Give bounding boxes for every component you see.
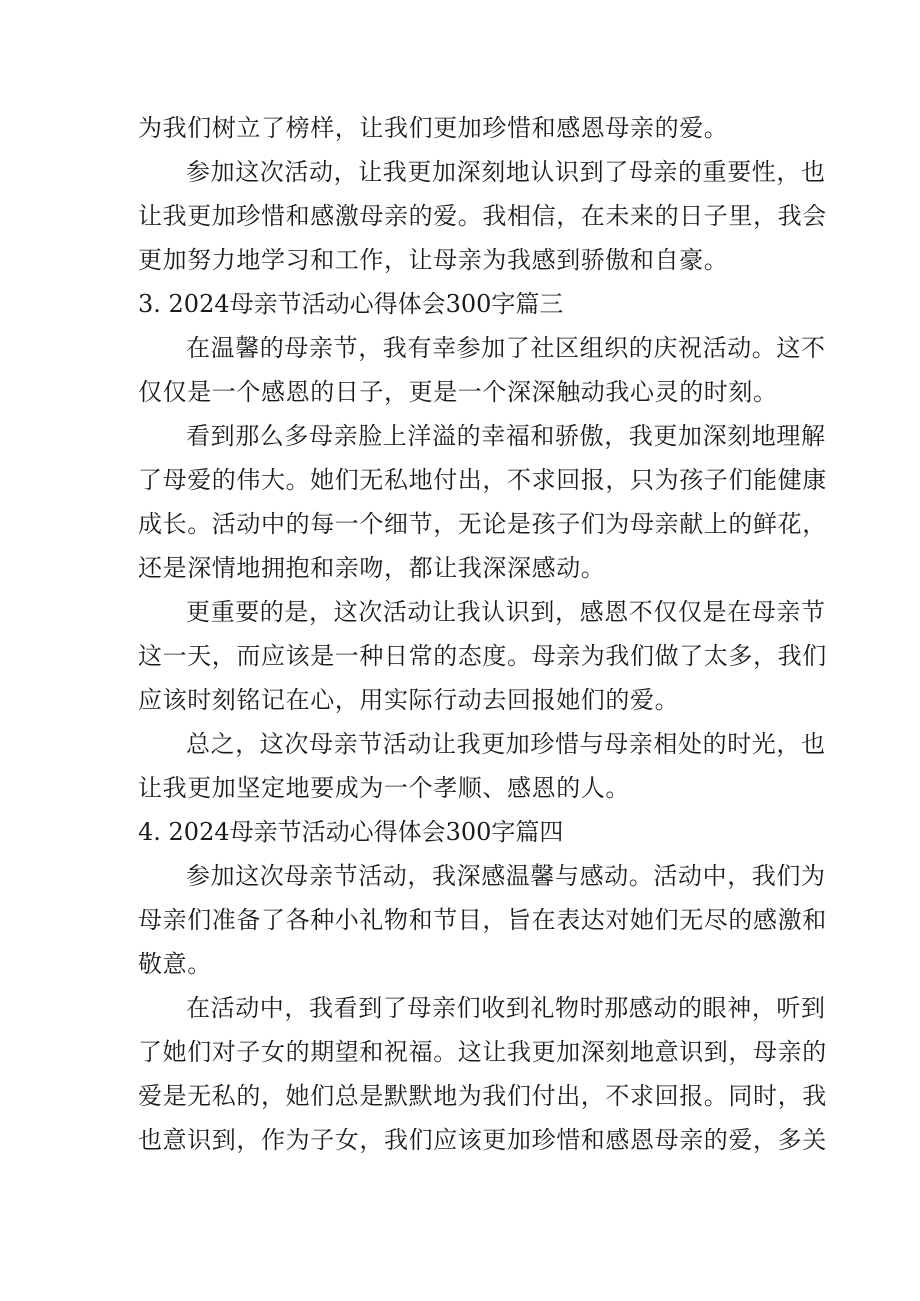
text-line: 这一天，而应该是一种日常的态度。母亲为我们做了太多，我们 <box>138 642 827 670</box>
paragraph-first-line: 参加这次母亲节活动，我深感温馨与感动。活动中，我们为 <box>186 862 826 890</box>
text-line: 为我们树立了榜样，让我们更加珍惜和感恩母亲的爱。 <box>138 114 729 142</box>
paragraph-first-line: 参加这次活动，让我更加深刻地认识到了母亲的重要性，也 <box>186 158 826 186</box>
text-line: 让我更加珍惜和感激母亲的爱。我相信，在未来的日子里，我会 <box>138 202 827 230</box>
text-line: 成长。活动中的每一个细节，无论是孩子们为母亲献上的鲜花， <box>138 510 827 538</box>
text-line: 也意识到，作为子女，我们应该更加珍惜和感恩母亲的爱，多关 <box>138 1126 827 1154</box>
text-line: 敬意。 <box>138 950 212 978</box>
text-line: 让我更加坚定地要成为一个孝顺、感恩的人。 <box>138 774 630 802</box>
paragraph-first-line: 看到那么多母亲脸上洋溢的幸福和骄傲，我更加深刻地理解 <box>186 422 826 450</box>
text-line: 爱是无私的，她们总是默默地为我们付出，不求回报。同时，我 <box>138 1082 827 1110</box>
text-line: 仅仅是一个感恩的日子，更是一个深深触动我心灵的时刻。 <box>138 378 778 406</box>
text-line: 母亲们准备了各种小礼物和节目，旨在表达对她们无尽的感激和 <box>138 906 827 934</box>
text-line: 了她们对子女的期望和祝福。这让我更加深刻地意识到，母亲的 <box>138 1038 827 1066</box>
text-line: 还是深情地拥抱和亲吻，都让我深深感动。 <box>138 554 606 582</box>
paragraph-first-line: 更重要的是，这次活动让我认识到，感恩不仅仅是在母亲节 <box>186 598 826 626</box>
paragraph-first-line: 在活动中，我看到了母亲们收到礼物时那感动的眼神，听到 <box>186 994 826 1022</box>
text-line: 了母爱的伟大。她们无私地付出，不求回报，只为孩子们能健康 <box>138 466 827 494</box>
text-line: 应该时刻铭记在心，用实际行动去回报她们的爱。 <box>138 686 680 714</box>
section-heading-3: 3. 2024母亲节活动心得体会300字篇三 <box>138 290 564 318</box>
text-line: 更加努力地学习和工作，让母亲为我感到骄傲和自豪。 <box>138 246 729 274</box>
paragraph-first-line: 在温馨的母亲节，我有幸参加了社区组织的庆祝活动。这不 <box>186 334 826 362</box>
section-heading-4: 4. 2024母亲节活动心得体会300字篇四 <box>138 818 564 846</box>
paragraph-first-line: 总之，这次母亲节活动让我更加珍惜与母亲相处的时光，也 <box>186 730 826 758</box>
